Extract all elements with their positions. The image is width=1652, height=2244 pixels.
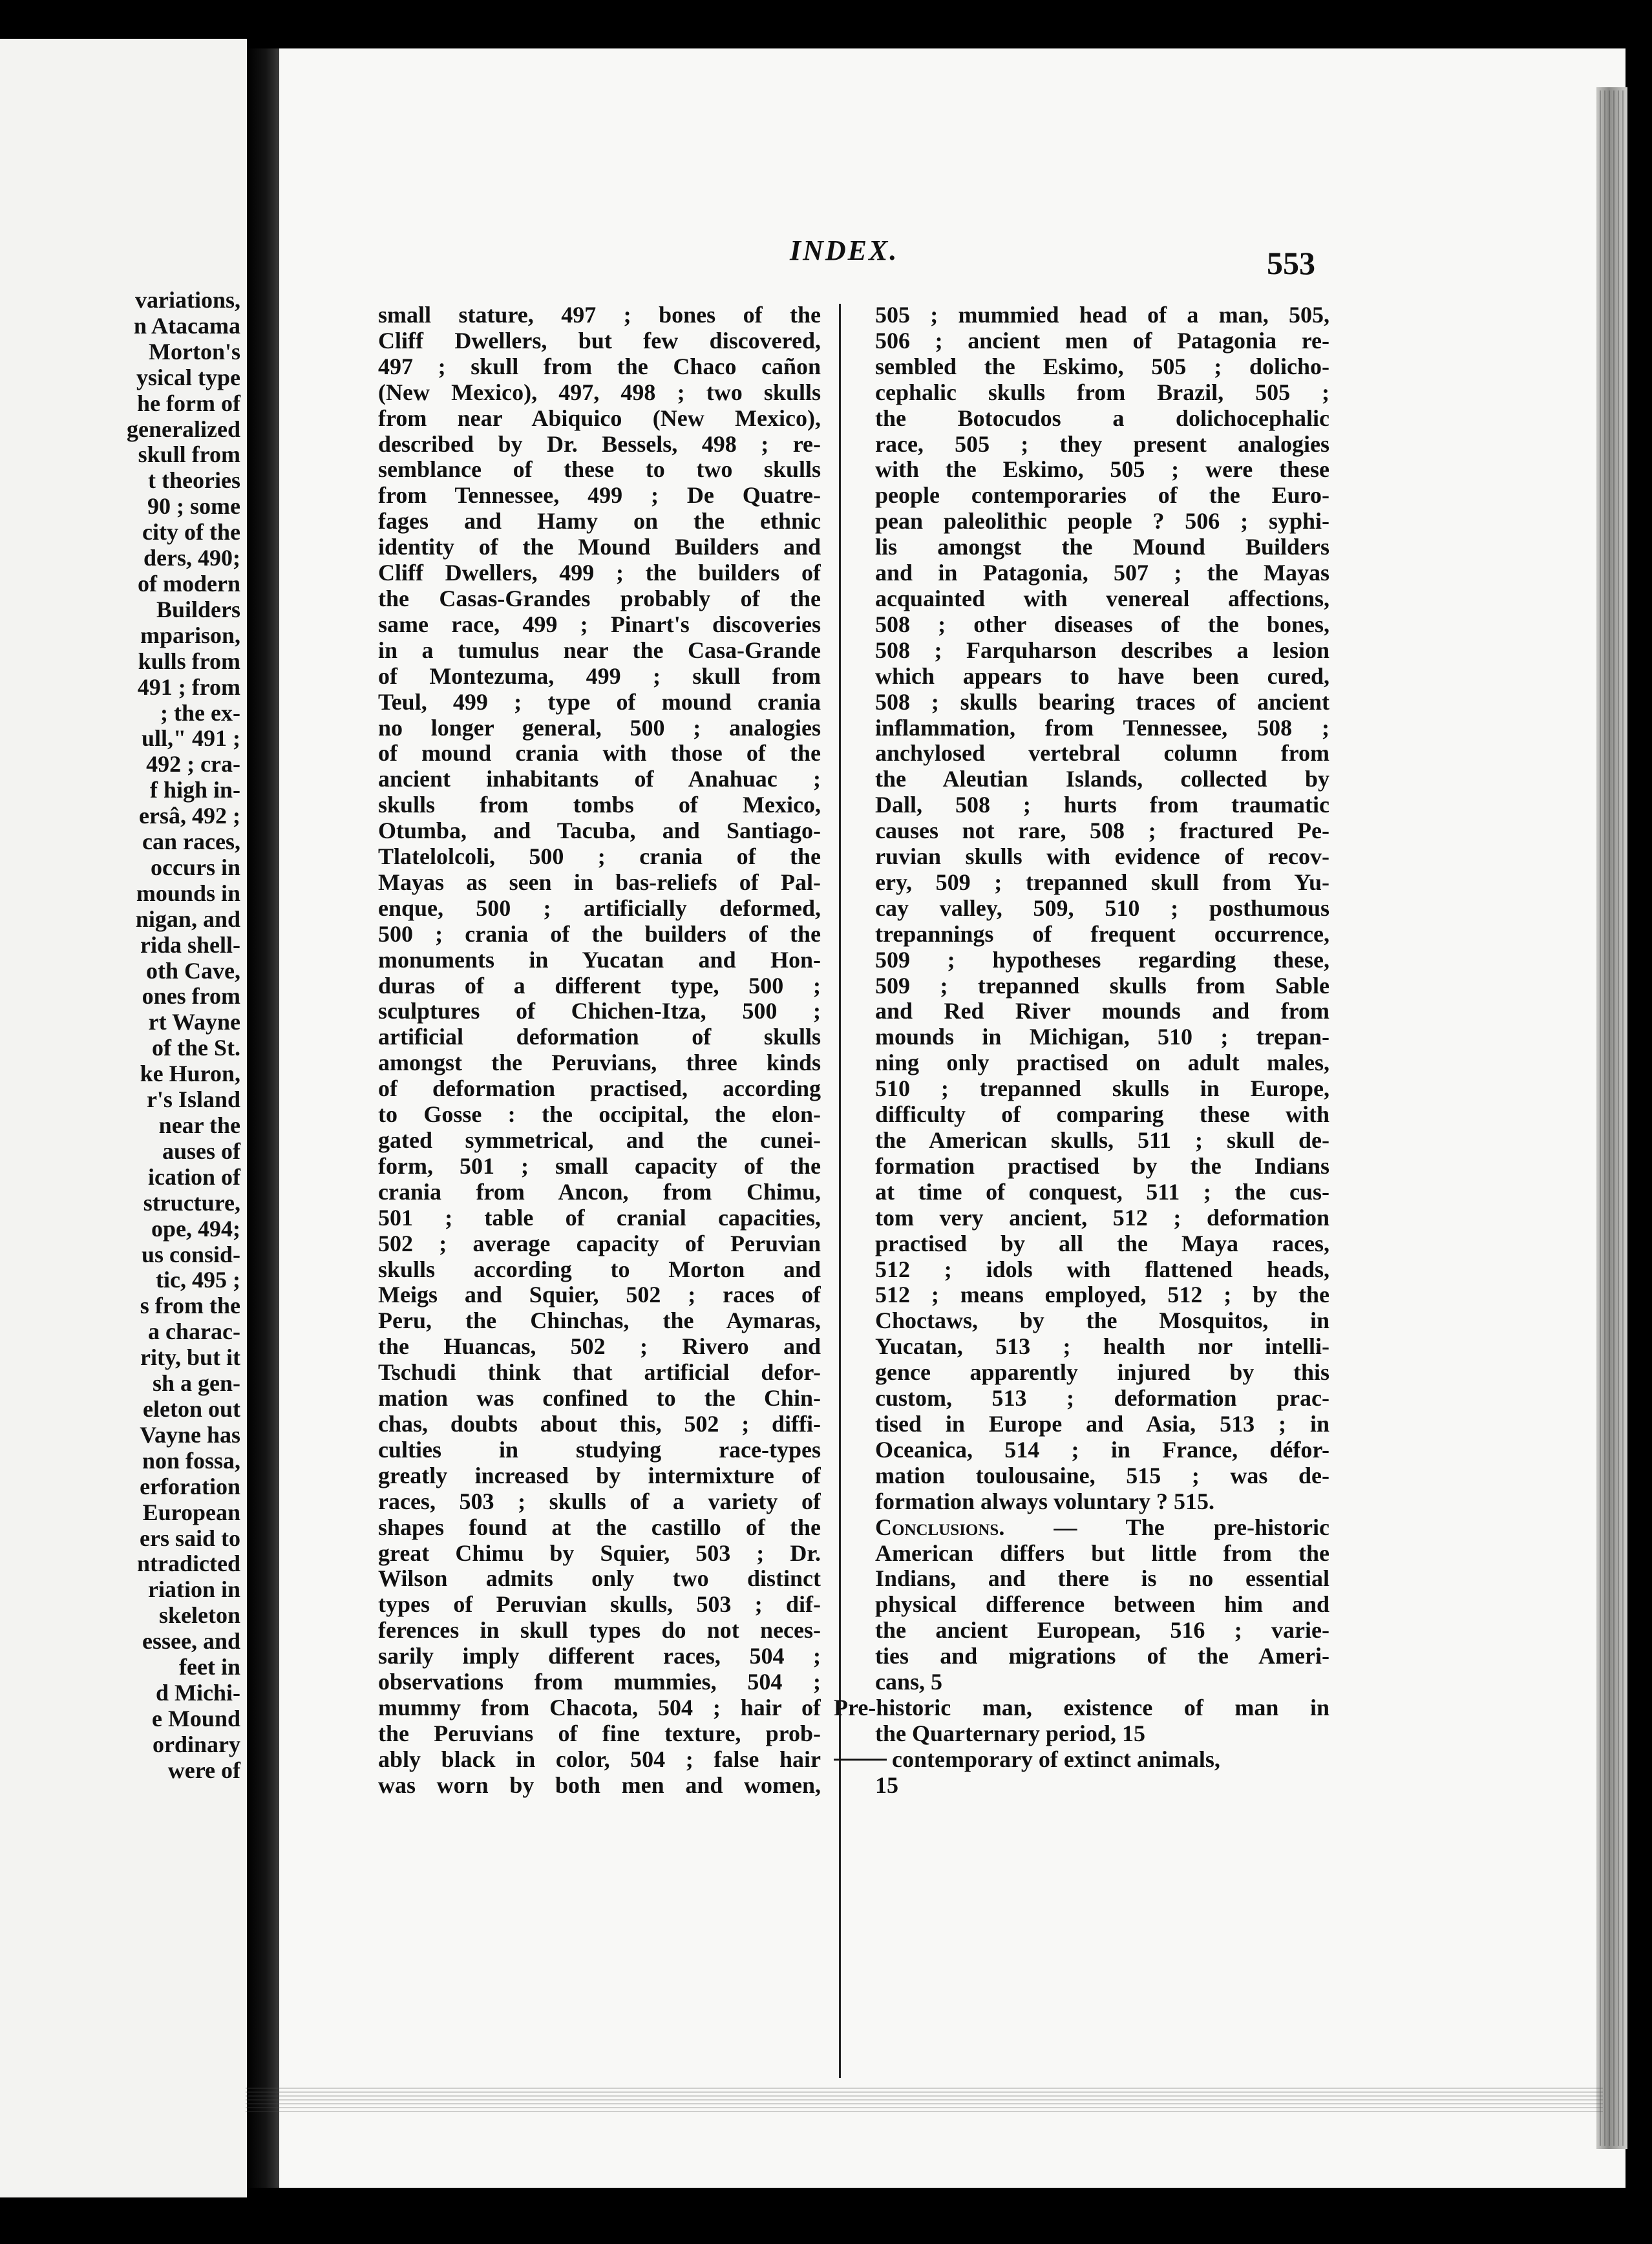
index-line: tom very ancient, 512 ; deformation (875, 1205, 1329, 1231)
conclusions-continued (854, 1541, 1329, 1670)
index-line: culties in studying race-types (378, 1437, 821, 1463)
conclusions-text: — The pre-historic (1054, 1514, 1329, 1540)
index-line: which appears to have been cured, (875, 663, 1329, 689)
index-line: ysical type (136, 364, 240, 390)
index-line: small stature, 497 ; bones of the (378, 302, 821, 328)
index-line: same race, 499 ; Pinart's discoveries (378, 611, 821, 637)
index-subentry-contemporary (834, 1747, 1329, 1773)
index-line: 509 ; hypotheses regarding these, (875, 947, 1329, 973)
facing-page (0, 39, 247, 2197)
index-line: ferences in skull types do not neces- (378, 1618, 821, 1644)
index-line: monuments in Yucatan and Hon- (378, 947, 821, 973)
index-line: formation practised by the Indians (875, 1153, 1329, 1179)
index-line: d Michi- (156, 1679, 240, 1706)
index-line: city of the (142, 519, 240, 545)
index-line: e Mound (151, 1705, 240, 1731)
index-line: skull from (138, 441, 240, 468)
index-line: ers said to (140, 1525, 240, 1551)
index-line: of deformation practised, according (378, 1076, 821, 1102)
index-line: Morton's (149, 338, 240, 365)
facing-page-text (0, 288, 240, 1784)
index-line: the ancient European, 516 ; varie- (875, 1618, 1329, 1644)
index-line: difficulty of comparing these with (875, 1102, 1329, 1128)
index-line: Peru, the Chinchas, the Aymaras, (378, 1308, 821, 1334)
index-line: cay valley, 509, 510 ; posthumous (875, 895, 1329, 921)
page-bottom-edge (246, 2088, 1603, 2113)
index-line: sh a gen- (152, 1370, 240, 1397)
index-line: ; the ex- (160, 699, 240, 726)
index-line: 512 ; idols with flattened heads, (875, 1256, 1329, 1282)
index-line: lis amongst the Mound Builders (875, 535, 1329, 560)
index-line: r's Island (146, 1086, 240, 1113)
index-line: skeleton (159, 1602, 240, 1629)
index-line: ably black in color, 504 ; false hair (378, 1746, 821, 1772)
index-line: enque, 500 ; artificially deformed, (378, 895, 821, 921)
index-line: skulls from tombs of Mexico, (378, 792, 821, 818)
index-line: mparison, (140, 622, 240, 648)
index-line: causes not rare, 508 ; fractured Pe- (875, 818, 1329, 844)
index-line: of mound crania with those of the (378, 741, 821, 767)
index-line: ordinary (152, 1731, 240, 1757)
index-line: no longer general, 500 ; analogies (378, 715, 821, 741)
index-line: structure, (143, 1189, 240, 1216)
book-gutter (247, 48, 279, 2188)
index-line: ancient inhabitants of Anahuac ; (378, 767, 821, 792)
index-line: ery, 509 ; trepanned skull from Yu- (875, 869, 1329, 895)
index-line: mounds in (136, 880, 240, 906)
page-stack-edge (1600, 90, 1624, 2146)
index-line: tic, 495 ; (156, 1267, 240, 1293)
index-line: 509 ; trepanned skulls from Sable (875, 973, 1329, 999)
index-line: 505 ; mummied head of a man, 505, (875, 302, 1329, 328)
index-line: of modern (138, 570, 240, 597)
index-line: of Montezuma, 499 ; skull from (378, 663, 821, 689)
index-line: custom, 513 ; deformation prac- (875, 1386, 1329, 1412)
index-entry-prehistoric-man: Pre-historic man, existence of man in (834, 1695, 1329, 1720)
index-line: ones from (142, 983, 240, 1010)
index-line: great Chimu by Squier, 503 ; Dr. (378, 1540, 821, 1566)
index-line: can races, (142, 829, 240, 855)
index-line: amongst the Peruvians, three kinds (378, 1050, 821, 1076)
index-line: riation in (147, 1576, 240, 1603)
index-line: the Botocudos a dolichocephalic (875, 405, 1329, 431)
index-line: Cliff Dwellers, 499 ; the builders of (378, 560, 821, 586)
index-line: at time of conquest, 511 ; the cus- (875, 1179, 1329, 1205)
index-line: anchylosed vertebral column from (875, 741, 1329, 767)
index-line: in a tumulus near the Casa-Grande (378, 637, 821, 663)
index-line: auses of (162, 1138, 240, 1164)
index-line: from Tennessee, 499 ; De Quatre- (378, 483, 821, 509)
index-line: was worn by both men and women, (378, 1772, 821, 1798)
index-line: generalized (127, 416, 240, 442)
index-line: Vayne has (140, 1421, 240, 1448)
index-line: American differs but little from the (875, 1540, 1329, 1566)
index-line: cans, 5 (875, 1669, 943, 1695)
index-line: Wilson admits only two distinct (378, 1566, 821, 1592)
index-line: of the St. (152, 1035, 240, 1061)
index-line: he form of (137, 390, 240, 416)
index-line: the Huancas, 502 ; Rivero and (378, 1334, 821, 1360)
index-line: race, 505 ; they present analogies (875, 431, 1329, 457)
index-line: European (142, 1499, 240, 1525)
index-line: 508 ; other diseases of the bones, (875, 611, 1329, 637)
index-line: 508 ; skulls bearing traces of ancient (875, 689, 1329, 715)
index-line: shapes found at the castillo of the (378, 1514, 821, 1540)
index-line: with the Eskimo, 505 ; were these (875, 457, 1329, 483)
index-line: mation toulousaine, 515 ; was de- (875, 1463, 1329, 1488)
repeat-dash (834, 1759, 887, 1761)
running-head: INDEX. (790, 235, 899, 266)
index-line: us consid- (141, 1241, 240, 1267)
index-line: 500 ; crania of the builders of the (378, 921, 821, 947)
index-line: gence apparently injured by this (875, 1360, 1329, 1386)
index-line: the American skulls, 511 ; skull de- (875, 1128, 1329, 1153)
index-line: Choctaws, by the Mosquitos, in (875, 1308, 1329, 1334)
index-line: ning only practised on adult males, (875, 1050, 1329, 1076)
index-line: practised by all the Maya races, (875, 1231, 1329, 1256)
index-line: were of (167, 1757, 240, 1783)
index-line: Meigs and Squier, 502 ; races of (378, 1282, 821, 1308)
index-line: Tlatelolcoli, 500 ; crania of the (378, 844, 821, 870)
index-line: types of Peruvian skulls, 503 ; dif- (378, 1592, 821, 1618)
index-line: 497 ; skull from the Chaco cañon (378, 354, 821, 379)
index-line: the Peruvians of fine texture, prob- (378, 1720, 821, 1746)
index-line: 508 ; Farquharson describes a lesion (875, 637, 1329, 663)
index-line: ntradicted (137, 1551, 240, 1577)
index-line: observations from mummies, 504 ; (378, 1669, 821, 1695)
index-line: pean paleolithic people ? 506 ; syphi- (875, 509, 1329, 535)
index-line: ope, 494; (151, 1215, 240, 1242)
index-line: feet in (179, 1654, 240, 1680)
index-line: occurs in (151, 854, 240, 880)
index-line: ders, 490; (143, 545, 240, 571)
index-line: races, 503 ; skulls of a variety of (378, 1488, 821, 1514)
column-rule (839, 304, 841, 2078)
index-line: variations, (134, 287, 240, 313)
index-line: eleton out (143, 1395, 240, 1422)
index-line: 492 ; cra- (146, 751, 240, 778)
index-line: erforation (140, 1473, 240, 1499)
index-line: sarily imply different races, 504 ; (378, 1644, 821, 1669)
index-line: 502 ; average capacity of Peruvian (378, 1231, 821, 1256)
index-line: Yucatan, 513 ; health nor intelli- (875, 1334, 1329, 1360)
index-line: mounds in Michigan, 510 ; trepan- (875, 1024, 1329, 1050)
index-line: ersâ, 492 ; (139, 803, 240, 829)
index-line: and in Patagonia, 507 ; the Mayas (875, 560, 1329, 586)
index-line: artificial deformation of skulls (378, 1024, 821, 1050)
index-line: trepannings of frequent occurrence, (875, 921, 1329, 947)
index-line: s from the (140, 1293, 240, 1319)
index-subentry-text: contemporary of extinct animals, (892, 1746, 1220, 1772)
index-line: rity, but it (140, 1344, 240, 1371)
index-line: Otumba, and Tacuba, and Santiago- (378, 818, 821, 844)
index-line: mummy from Chacota, 504 ; hair of (378, 1695, 821, 1720)
index-line: formation always voluntary ? 515. (875, 1488, 1214, 1514)
index-line: ruvian skulls with evidence of recov- (875, 844, 1329, 870)
index-line: Oceanica, 514 ; in France, défor- (875, 1437, 1329, 1463)
index-line: 15 (875, 1772, 898, 1798)
conclusions-heading-line (854, 1515, 1329, 1541)
index-line: fages and Hamy on the ethnic (378, 509, 821, 535)
conclusions-label: Conclusions. (875, 1514, 1005, 1540)
index-line: described by Dr. Bessels, 498 ; re- (378, 431, 821, 457)
index-line: rt Wayne (148, 1009, 240, 1035)
index-line: n Atacama (134, 312, 240, 339)
index-line: 510 ; trepanned skulls in Europe, (875, 1076, 1329, 1102)
index-line: 90 ; some (147, 493, 240, 520)
index-line: rida shell- (140, 931, 240, 958)
index-line: chas, doubts about this, 502 ; diffi- (378, 1411, 821, 1437)
index-line: crania from Ancon, from Chimu, (378, 1179, 821, 1205)
index-line: non fossa, (142, 1447, 240, 1474)
index-line: and Red River mounds and from (875, 999, 1329, 1024)
index-line: sembled the Eskimo, 505 ; dolicho- (875, 354, 1329, 379)
index-line: inflammation, from Tennessee, 508 ; (875, 715, 1329, 741)
index-line: 512 ; means employed, 512 ; by the (875, 1282, 1329, 1308)
index-line: acquainted with venereal affections, (875, 586, 1329, 611)
index-line: Dall, 508 ; hurts from traumatic (875, 792, 1329, 818)
index-line: form, 501 ; small capacity of the (378, 1153, 821, 1179)
index-line: (New Mexico), 497, 498 ; two skulls (378, 379, 821, 405)
index-line: the Aleutian Islands, collected by (875, 767, 1329, 792)
index-line: cephalic skulls from Brazil, 505 ; (875, 379, 1329, 405)
index-line: nigan, and (135, 905, 240, 932)
index-line: to Gosse : the occipital, the elon- (378, 1102, 821, 1128)
index-line: greatly increased by intermixture of (378, 1463, 821, 1488)
index-line: skulls according to Morton and (378, 1256, 821, 1282)
index-line: identity of the Mound Builders and (378, 535, 821, 560)
index-line: Tschudi think that artificial defor- (378, 1360, 821, 1386)
index-line: kulls from (138, 648, 240, 674)
index-line: Cliff Dwellers, but few discovered, (378, 328, 821, 354)
index-line: a charac- (148, 1318, 240, 1345)
index-line: gated symmetrical, and the cunei- (378, 1128, 821, 1153)
index-line: ication of (148, 1163, 240, 1190)
index-line: t theories (148, 467, 240, 494)
index-line: 491 ; from (137, 673, 240, 700)
index-line: the Casas-Grandes probably of the (378, 586, 821, 611)
index-line: 501 ; table of cranial capacities, (378, 1205, 821, 1231)
index-line: mation was confined to the Chin- (378, 1386, 821, 1412)
index-line: sculptures of Chichen-Itza, 500 ; (378, 999, 821, 1024)
index-line: Mayas as seen in bas-reliefs of Pal- (378, 869, 821, 895)
index-line: from near Abiquico (New Mexico), (378, 405, 821, 431)
index-line: tised in Europe and Asia, 513 ; in (875, 1411, 1329, 1437)
index-line: near the (158, 1112, 240, 1138)
index-line: ull," 491 ; (142, 725, 240, 752)
index-line: ke Huron, (140, 1061, 240, 1087)
index-line: Teul, 499 ; type of mound crania (378, 689, 821, 715)
index-line: Builders (156, 596, 240, 622)
index-line: duras of a different type, 500 ; (378, 973, 821, 999)
index-column-right (834, 302, 1329, 1799)
index-line: semblance of these to two skulls (378, 457, 821, 483)
index-column-left (378, 302, 821, 1799)
index-line: essee, and (142, 1628, 240, 1655)
index-line: oth Cave, (146, 957, 240, 984)
index-line: ties and migrations of the Ameri- (875, 1644, 1329, 1669)
index-line: physical difference between him and (875, 1592, 1329, 1618)
index-line: 506 ; ancient men of Patagonia re- (875, 328, 1329, 354)
index-line: Indians, and there is no essential (875, 1566, 1329, 1592)
page-number: 553 (1267, 245, 1315, 281)
index-entry-continued (854, 302, 1329, 1515)
index-line: people contemporaries of the Euro- (875, 483, 1329, 509)
index-line: the Quarternary period, 15 (875, 1720, 1145, 1746)
index-line: f high in- (149, 777, 240, 803)
